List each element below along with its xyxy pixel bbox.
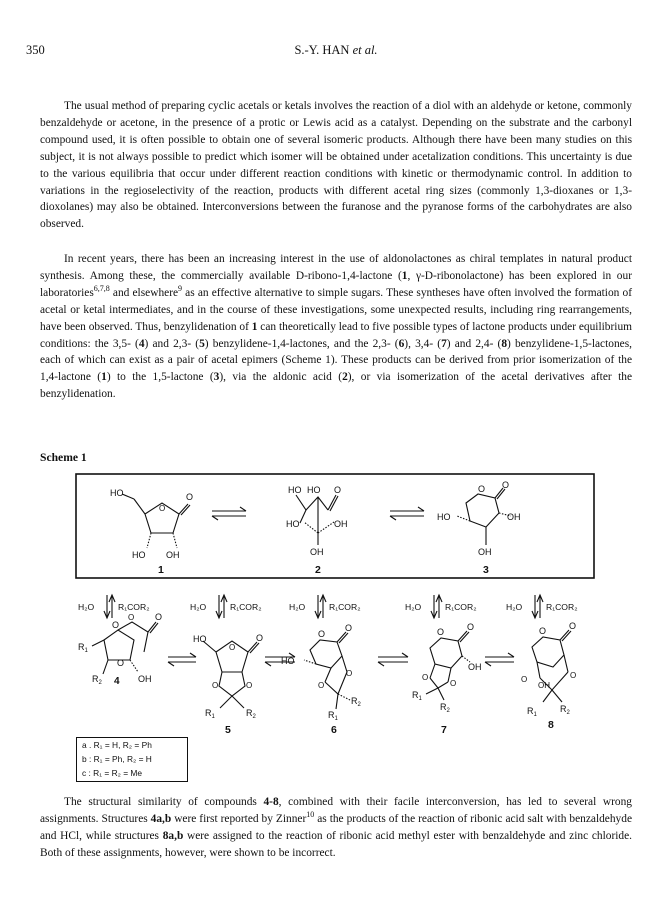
paragraph-3: The structural similarity of compounds 4-8, combined with their facile interconversion, has led to several wrong assignments. Structures 4a,b were first reported by Zinner$^{10}$ as the products of the reaction of ribonic acid salt with benzaldehyde and HCl, while structures 8a,b were assigned to the reaction of ribonic acid methyl ester with benzaldehyde and zinc chloride. Both of these assignments, however, were shown to be incorrect. [40,796,633,859]
substituent-key [76,737,188,782]
cpd7-r1: $R_1$ [412,690,422,702]
author-etal: et al. [349,43,378,57]
reagent-r1cor2-1: R₁COR₂ [118,602,150,612]
cpd1-ho-bottom: HO [132,550,146,560]
compound-5-number: 5 [225,724,231,736]
author-name: S.-Y. H [294,43,332,57]
cpd2-oh-bottom: OH [310,547,324,557]
paragraph-1: The usual method of preparing cyclic acetals or ketals involves the reaction of a diol with an aldehyde or ketone, commonly benzaldehyde or acetone, in the presence of a protic or Lewis acid as a catalyst. Depending on the substrate and the carbonyl compound used, it is often possible to obtain one of several isomeric products. Although there have been many studies on this subject, it is not always possible to predict which isomer will be obtained under acetalization conditions. This uncertainty is due to the various equilibria that occur under different reaction conditions with kinetic or thermodynamic control. In addition to variations in the regioselectivity of the reaction, products with different acetal ring sizes (commonly 1,3-dioxanes or 1,3-dioxolanes) may also be obtained. Interconversions between the furanose and the pyranose forms of the carbohydrates are also observed. [40,100,632,231]
cpd4-oh: OH [138,674,152,684]
cpd1-ho-top: HO [110,488,124,498]
reagent-h2o-4: H₂O [405,602,422,612]
cpd7-o-right: O [450,679,457,688]
compound-2-number: 2 [315,564,321,576]
cpd5-ho: HO [193,634,207,644]
cpd5-r2: $R_2$ [246,708,256,720]
cpd4-o-top: O [112,620,120,630]
author-name-smallcaps: AN [331,43,350,57]
compound-3-number: 3 [483,564,489,576]
cpd2-ho-2: HO [307,485,321,495]
page-number: 350 [26,43,45,57]
cpd5-o-right: O [246,681,253,690]
cpd3-o-carbonyl: O [502,480,510,490]
cpd2-ho-left: HO [286,519,300,529]
reagent-h2o-1: H₂O [78,602,95,612]
cpd2-oh-right: OH [334,519,348,529]
cpd7-o-left: O [422,673,429,682]
reagent-h2o-2: H₂O [190,602,207,612]
cpd6-ring-o: O [318,629,326,639]
cpd6-o-carbonyl: O [345,623,353,633]
key-line-c: c : R₁ = R₂ = Me [82,768,143,778]
cpd3-oh-bottom: OH [478,547,492,557]
cpd4-ring-o: O [128,613,135,622]
cpd8-o-carbonyl: O [569,621,577,631]
cpd3-ring-o: O [478,484,486,494]
cpd4-r2: $R_2$ [92,674,102,686]
cpd7-ring-o: O [437,627,445,637]
reagent-h2o-3: H₂O [289,602,306,612]
cpd2-ho: HO [288,485,302,495]
cpd7-oh: OH [468,662,482,672]
cpd8-r1: $R_1$ [527,706,537,718]
reagent-r1cor2-5: R₁COR₂ [546,602,578,612]
cpd6-o-left: O [318,681,325,690]
compound-6-number: 6 [331,724,337,736]
key-line-a: a . R₁ = H, R₂ = Ph [82,740,152,750]
cpd5-o-left: O [212,681,219,690]
cpd5-ring-o: O [229,643,236,652]
compound-1-number: 1 [158,564,164,576]
key-line-b: b : R₁ = Ph, R₂ = H [82,754,152,764]
cpd2-o: O [334,485,342,495]
cpd1-ring-o: O [159,504,166,513]
cpd8-r2: $R_2$ [560,704,570,716]
paragraph-2: In recent years, there has been an increasing interest in the use of aldonolactones as chiral templates in natural product synthesis. Among these, the commercially available D-ribono-1,4-lactone (1, γ-D-ribonolactone) has been explored in our laboratories$^{6,7,8}$ and elsewhere$^9$ as an effective alternative to simple sugars. These syntheses have often involved the formation of acetal or ketal intermediates, and in the course of these investigations, some unexpected results, including ring rearrangements, have been observed. Thus, benzylidenation of 1 can theoretically lead to five possible types of lactone products under equilibrium conditions: the 3,5- (4) and 2,3- (5) benzylidene-1,4-lactones, and the 2,3- (6), 3,4- (7) and 2,4- (8) benzylidene-1,5-lactones, each of which can exist as a pair of acetal epimers (Scheme 1). These products can be derived from prior isomerization of the 1,4-lactone (1) to the 1,5-lactone (3), via the aldonic acid (2), or via isomerization of the acetal derivatives after the benzylidenation. [40,253,633,401]
cpd8-o-left: O [521,675,528,684]
cpd8-ring-o: O [539,626,547,636]
reagent-r1cor2-4: R₁COR₂ [445,602,477,612]
compound-4-number: 4 [114,676,120,687]
cpd4-r1: $R_1$ [78,642,88,654]
reagent-h2o-5: H₂O [506,602,523,612]
cpd5-r1: $R_1$ [205,708,215,720]
reagent-r1cor2-2: R₁COR₂ [230,602,262,612]
cpd6-ho: HO [281,656,295,666]
scheme-label: Scheme 1 [40,451,87,464]
reagent-r1cor2-3: R₁COR₂ [329,602,361,612]
cpd3-ho: HO [437,512,451,522]
cpd4-o-carbonyl: O [155,612,163,622]
cpd5-o-carbonyl: O [256,633,264,643]
cpd8-oh: OH [538,681,550,690]
compound-8-number: 8 [548,719,554,731]
cpd1-oh-bottom: OH [166,550,180,560]
cpd7-o-carbonyl: O [467,622,475,632]
cpd6-r2: $R_2$ [351,696,361,708]
cpd3-oh-right: OH [507,512,521,522]
cpd7-r2: $R_2$ [440,702,450,714]
cpd6-r1: $R_1$ [328,710,338,722]
cpd1-o-carbonyl: O [186,492,194,502]
cpd8-o-right: O [570,671,577,680]
compound-7-number: 7 [441,724,447,736]
cpd6-o-right: O [346,669,353,678]
cpd4-o-bottom: O [117,658,125,668]
